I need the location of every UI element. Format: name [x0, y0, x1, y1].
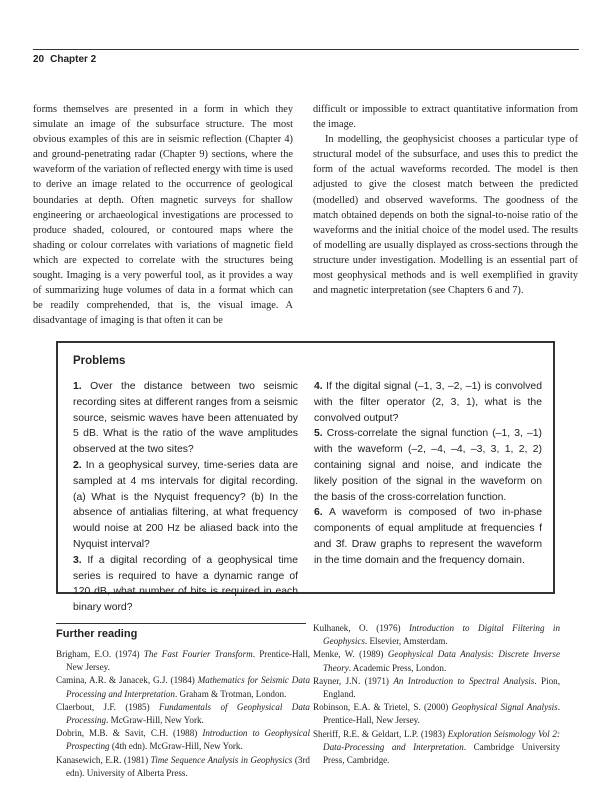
reference-entry: Dobrin, M.B. & Savit, C.H. (1988) Introduction to Geophysical Prospecting (4th edn). McGraw-Hill, New York. [56, 728, 311, 752]
problem-item [314, 426, 542, 505]
body-paragraph: In modelling, the geophysicist chooses a particular type of structural model of the subsurface, and uses this to predict the form of the actual waveforms recorded. The model is then adjusted to give the closest match between the predicted (modelled) and observed waveforms. The goodness of the match obtained depends on both the signal-to-noise ratio of the waveforms and the initial choice of the model used. The results of modelling are usually displayed as cross-sections through the structure under investigation. Modelling is an essential part of most geophysical methods and is well exemplified in gravity and magnetic interpretation (see Chapters 6 and 7). [313, 134, 578, 297]
chapter-label: Chapter 2 [50, 54, 97, 65]
references-column-left [56, 648, 310, 780]
problems-title: Problems [73, 355, 126, 367]
reference-entry: Brigham, E.O. (1974) The Fast Fourier Transform. Prentice-Hall, New Jersey. [56, 649, 310, 673]
problem-text: In a geophysical survey, time-series data are sampled at 4 ms intervals for digital recording. (a) What is the Nyquist frequency? (b) In the absence of antialias filtering, at what frequency would noise at 200 Hz be aliased back into the Nyquist interval? [73, 459, 298, 550]
reference-entry: Kanasewich, E.R. (1981) Time Sequence Analysis in Geophysics (3rd edn). University of Alberta Press. [56, 754, 310, 778]
reference-entry: Robinson, E.A. & Trietel, S. (2000) Geophysical Signal Analysis. Prentice-Hall, New Jersey. [313, 702, 560, 726]
further-reading-title: Further reading [56, 628, 138, 640]
reference-entry: Claerbout, J.F. (1985) Fundamentals of Geophysical Data Processing. McGraw-Hill, New York. [56, 701, 310, 726]
reference-entry: Kulhanek, O. (1976) Introduction to Digital Filtering in Geophysics. Elsevier, Amsterdam. [313, 623, 560, 647]
problem-number: 2. [73, 459, 82, 471]
problems-box [56, 341, 555, 614]
problem-number: 4. [314, 381, 323, 392]
problem-item [314, 379, 542, 426]
reference-entry: Menke, W. (1989) Geophysical Data Analysis: Discrete Inverse Theory. Academic Press, London. [313, 649, 560, 673]
reference-entry: Rayner, J.N. (1971) An Introduction to Spectral Analysis. Pion, England. [313, 675, 560, 700]
problem-item [73, 379, 298, 458]
problems-column-right [314, 379, 542, 569]
body-column-right [313, 102, 578, 298]
page-number: 20 [33, 54, 45, 65]
problem-number: 5. [314, 428, 323, 440]
problem-text: If the digital signal (–1, 3, –2, –1) is convolved with the filter operator (2, 3, 1), what is the convolved output? [314, 381, 542, 424]
problem-text: A waveform is composed of two in-phase components of equal amplitude at frequencies f and 3f. Draw graphs to represent the waveform in the time domain and the frequency domain. [314, 507, 542, 566]
problem-number: 3. [73, 554, 82, 566]
problem-number: 6. [314, 507, 323, 519]
problem-item [314, 505, 542, 568]
reference-entry: Sheriff, R.E. & Geldart, L.P. (1983) Exploration Seismology Vol 2: Data-Processing and Interpretation. Cambridge University Press, Cambridge. [313, 728, 560, 766]
body-paragraph: forms themselves are presented in a form in which they simulate an image of the subsurface structure. The most obvious examples of this are in seismic reflection (Chapter 4) and ground-penetrating radar (Chapter 9) sections, where the waveform of the variation of reflected energy with time is used to derive an image related to the occurrence of geological boundaries at depth. Often magnetic surveys for shallow engineering or archaeological investigations are processed to produce shaded, coloured, or contoured maps where the shading or colour correlates with variations of magnetic field which are expected to correlate with the structures being sought. Imaging is a very powerful tool, as it provides a way of summarizing huge volumes of data in a format which can be readily comprehended, that is, the visual image. A disadvantage of imaging is that often it can be [33, 104, 294, 327]
problem-text: Over the distance between two seismic recording sites at different ranges from a seismic source, seismic waves have been attenuated by 5 dB. What is the ratio of the wave amplitudes observed at the two sites? [73, 381, 299, 456]
problem-item [73, 458, 298, 553]
header-rule [33, 49, 579, 50]
body-column-left [33, 102, 293, 328]
running-head [33, 54, 102, 65]
problem-item [73, 553, 298, 616]
problem-number: 1. [73, 381, 82, 392]
problem-text: If a digital recording of a geophysical time series is required to have a dynamic range of 120 dB, what number of bits is required in each binary word? [73, 554, 298, 614]
body-paragraph: difficult or impossible to extract quantitative information from the image. [313, 104, 578, 131]
further-reading-rule [56, 623, 306, 624]
references-column-right [313, 622, 560, 767]
problem-text: Cross-correlate the signal function (–1, 3, –1) with the waveform (–2, –4, –4, –3, 3, 1, 2, 2) containing signal and noise, and indicate the likely position of the signal in the waveform on the basis of the cross-correlation function. [314, 428, 542, 503]
reference-entry: Camina, A.R. & Janacek, G.J. (1984) Mathematics for Seismic Data Processing and Interpretation. Graham & Trotman, London. [56, 675, 310, 699]
problems-column-left [73, 379, 298, 616]
